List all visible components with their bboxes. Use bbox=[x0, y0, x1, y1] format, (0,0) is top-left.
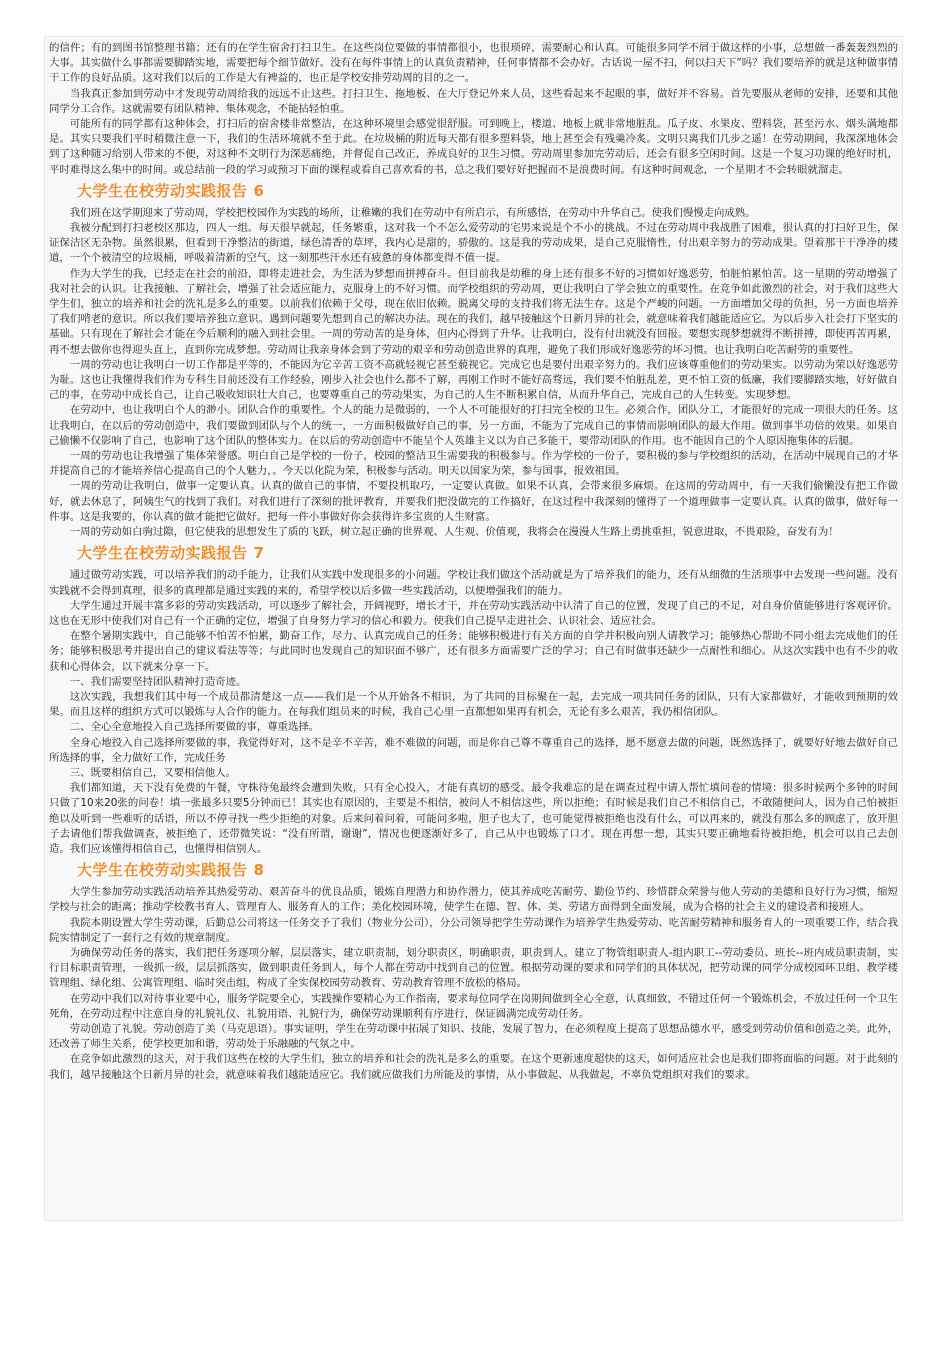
section-heading-title: 大学生在校劳动实践报告 bbox=[77, 181, 248, 200]
section-heading-title: 大学生在校劳动实践报告 bbox=[77, 544, 248, 563]
paragraph: 三、既要相信自己，又要相信他人。 bbox=[69, 766, 237, 779]
paragraph: 作为大学生的我，已经走在社会的前沿，即将走进社会，为生活为梦想而拼搏奋斗。但目前我是幼稚的身上还有很多不好的习惯如好逸恶劳，怕脏怕累怕苦。这一星期的劳动增强了我对社会的认识。让我接触、了解社会，增强了社会适应能力，克服身上的不好习惯。而学校组织的劳动周，更让我明白了学会独立的重要性。在竞争如此激烈的社会，对于我们这些大学生们，独立的培养和社会的洗礼是多么的重要。以前我们依赖于父母，现在依旧依赖。脱离父母的支持我们将无法生存。这是个严峻的问题。一方面增加父母的负担，另一方面也培养了我们啃老的意识。所以我们要培养独立意识。遇到问题要先想到自己的解决办法。现在的我们，越早接触这个日新月异的社会，就意味着我们越能适应它。为以后步入社会打下坚实的基础。只有现在了解社会才能在今后顺利的融入到社会里。一周的劳动苦的是身体，但内心得到了升华。让我明白，没有付出就没有回报。要想实现梦想就得不断拼搏，即使再苦再累，再不想去做你也得迎头直上，直到你完成梦想。劳动周让我亲身体会到了劳动的艰辛和劳动创造世界的真理，避免了我们形成好逸恶劳的坏习惯。也让我明白吃苦耐劳的重要性。 bbox=[49, 267, 898, 356]
paragraph: 一周的劳动也让我明白一切工作都是平等的，不能因为它辛苦工资不高就轻视它甚至藐视它。完成它也是要付出艰辛努力的。我们应该尊重他们的劳动果实。以劳动为荣以好逸恶劳为耻。这也让我懂得我们作为专科生目前还没有工作经验，刚步入社会也什么都不了解，再刚工作时不能好高骛远，我们要不怕脏乱差，更不怕工资的低廉，我们要脚踏实地，好好做自己的事，在劳动中成长自己，让自己吸收知识壮大自己，也要尊重自己的劳动果实，为自己的人生不断积累自信，从而升华自己，完成自己的人生转变。实现梦想。 bbox=[49, 358, 898, 402]
paragraph: 一、我们需要坚持团队精神打造奇迹。 bbox=[69, 675, 247, 688]
paragraph: 通过做劳动实践，可以培养我们的动手能力，让我们从实践中发现很多的小问题。学校让我们做这个活动就是为了培养我们的能力，还有从细微的生活琐事中去发现一些问题。没有实践就不会得到真理，很多的真理都是通过实践的来的，希望学校以后多做一些实践活动，以便增强我们的能力。 bbox=[49, 569, 898, 597]
paragraph: 一周的劳动也让我增强了集体荣誉感。明白自己是学校的一份子，校园的整洁卫生需要我的积极参与。作为学校的一份子，要积极的参与学校组织的活动，在活动中展现自己的才华并提高自己的才能培养信心提高自己的个人魅力，。今天以化院为荣，积极参与活动。明天以国家为荣，参与国事，报效祖国。 bbox=[49, 450, 898, 478]
paragraph: 一周的劳动如白驹过隙，但它使我的思想发生了质的飞跃，树立起正确的世界观、人生观、价值观，我将会在漫漫人生路上勇挑重担，锐意进取，不畏艰险，奋发有为！ bbox=[69, 526, 839, 539]
section-heading-title: 大学生在校劳动实践报告 bbox=[77, 861, 248, 880]
section-heading-number: 8 bbox=[253, 861, 265, 880]
paragraph: 我们都知道，天下没有免费的午餐，守株待兔最终会遭到失败，只有全心投入，才能有真切的感受。最令我难忘的是在调查过程中请人帮忙填问卷的情境：很多时候两个多钟的时间只做了10来20张的问卷！填一张最多只要5分钟而已！其实也有原因的，主要是不相信，被问人不相信这些，所以拒绝；有时候是我们自己不相信自己，不敢随便问人，因为自己怕被拒绝以及听到一些难听的话语，所以不停寻找一些少拒绝的对象。后来问着问着，可能问多啦，胆子也大了，也可能觉得被拒绝也没有什么，可以再来的，就没有那么多的顾虑了，放开胆子去请他们帮我做调查，被拒绝了，还带微笑说：“没有所谓，谢谢”，情况也便逐渐好多了，自己从中也锻炼了口才。现在再想一想，其实只要正确地看待被拒绝，机会可以自己去创造。我们应该懂得相信自己，也懂得相信别人。 bbox=[49, 782, 898, 855]
paragraph: 我院本期设置大学生劳动课，后勤总公司将这一任务交予了我们（物业分公司），分公司领导把学生劳动课作为培养学生热爱劳动、吃苦耐劳精神和服务育人的一项重要工作，结合我院实情制定了一套行之有效的规章制度。 bbox=[49, 916, 898, 944]
section-heading bbox=[49, 181, 898, 201]
paragraph: 当我真正参加到劳动中才发现劳动周给我的远远不止这些。打扫卫生、拖地板、在大厅登记外来人员，这些看起来不起眼的事，做好并不容易。首先要服从老师的安排，还要和其他同学分工合作。这就需要有团队精神、集体观念，不能拈轻怕重。 bbox=[49, 87, 898, 115]
paragraph: 全身心地投入自己选择所要做的事，我觉得好对，这不是辛不辛苦，难不难做的问题，而是你自己尊不尊重自己的选择，愿不愿意去做的问题，既然选择了，就要好好地去做好自己所选择的事，全力做好工作，完成任务 bbox=[49, 736, 898, 764]
paragraph: 在整个暑期实践中，自己能够不怕苦不怕累，勤奋工作，尽力、认真完成自己的任务；能够积极进行有关方面的自学并积极向别人请教学习；能够热心帮助不同小组去完成他们的任务；能够积极思考并提出自己的建议看法等等；与此同时也发现自己的知识面不够广，还有很多方面需要广泛的学习；自己有时做事还缺少一点耐性和细心。从这次实践中也有不少的收获和心得体会，以下就来分享一下。 bbox=[49, 630, 898, 673]
paragraph: 在劳动中，也让我明白个人的渺小。团队合作的重要性。个人的能力是微弱的，一个人不可能很好的打扫完全校的卫生。必须合作，团队分工，才能很好的完成一项很大的任务。这让我明白，在以后的劳动创造中，我们要做到团队与个人的统一，一方面积极做好自己的事，另一方面，不能为了完成自己的事情而影响团队的最大作用。做到事半功倍的效果。如果自己偷懒不仅影响了自己，也影响了这个团队的整体实力。在以后的劳动创造中不能呈个人英雄主义以为自己多能干，要带动团队的作用。也不能因自己的个人原因拖集体的后腿。 bbox=[49, 404, 898, 447]
paragraph: 大学生参加劳动实践活动培养其热爱劳动、艰苦奋斗的优良品质，锻炼自理潜力和协作潜力，使其养成吃苦耐劳、勤俭节约、珍惜群众荣誉与他人劳动的美德和良好行为习惯，缩短学校与社会的距离；推动学校教书育人、管理育人、服务育人的工作；美化校园环境，使学生在德、智、体、美、劳诸方面得到全面发展，成为合格的社会主义的建设者和接班人。 bbox=[49, 886, 898, 914]
paragraph: 这次实践，我想我们其中每一个成员都清楚这一点——我们是一个从开始各不相识，为了共同的目标聚在一起，去完成一项共同任务的团队，只有大家都做好，才能收到预期的效果。而且这样的组织方式可以锻炼与人合作的能力。在每我们组员来的时候，我自己心里一直都想如果再有机会，无论有多么艰苦，我仍相信团队。 bbox=[49, 690, 898, 719]
paragraph: 为确保劳动任务的落实，我们把任务逐项分解，层层落实，建立职责制，划分职责区，明确职责，职责到人。建立了物管组职责人-组内职工--劳动委员、班长--班内成员职责制，实行目标职责管理，一级抓一级，层层抓落实，做到职责任务到人，每个人都在劳动中找到自己的位置。根据劳动课的要求和同学们的具体状况，把劳动课的同学分成校园环卫组、教学楼管理组、绿化组、公寓管理组、临时突击组，构成了全实保校园劳动教育、劳动教育管理不放松的格局。 bbox=[49, 946, 898, 990]
paragraph: 在竞争如此激烈的这天，对于我们这些在校的大学生们，独立的培养和社会的洗礼是多么的重要。在这个更新速度超快的这天，如何适应社会也是我们即将面临的问题。对于此刻的我们，越早接触这个日新月异的社会，就意味着我们越能适应它。我们就应做我们力所能及的事情，从小事做起、从我做起，不辜负党组织对我们的要求。 bbox=[49, 1053, 898, 1081]
paragraph: 二、全心全意地投入自己选择所要做的事，尊重选择。 bbox=[69, 721, 320, 734]
paragraph: 我们班在这学期迎来了劳动周，学校把校园作为实践的场所，让稚嫩的我们在劳动中有所启示，有所感悟，在劳动中升华自己。使我们慢慢走向成熟。 bbox=[69, 206, 756, 219]
paragraph: 我被分配到打扫老校区那边，四人一组。每天很早就起，任务繁重，这对我一个不怎么爱劳动的宅男来说是个不小的挑战。不过在劳动周中我战胜了困难，很认真的打扫好卫生，保证保洁区无杂物。虽然很累，但看到干净整洁的街道，绿色清香的草坪，我内心是甜的，骄傲的。这是我的劳动成果，是自己克服惰性，付出艰辛努力的劳动成果。望着那干干净净的楼道，一个个被清空的垃圾桶，呼吸着清新的空气，这一刻那些汗水还有疲惫的身体都变得不值一提。 bbox=[49, 222, 898, 265]
section-heading bbox=[49, 543, 898, 563]
paragraph: 的信件；有的到图书馆整理书籍；还有的在学生宿舍打扫卫生。在这些岗位要做的事情都很小，也很琐碎，需要耐心和认真。可能很多同学不屑于做这样的小事，总想做一番轰轰烈烈的大事。其实做什么事都需要脚踏实地，需要把每个细节做好。没有在每件事情上的认真负责精神，任何事情都不会办好。古话说一屋不扫，何以扫天下”吗？我们要培养的就是这种做事情干工作的良好品质。这对我们以后的工作是大有裨益的，也正是学校安排劳动周的目的之一。 bbox=[49, 42, 898, 85]
paragraph: 大学生通过开展丰富多彩的劳动实践活动，可以逐步了解社会，开阔视野，增长才干，并在劳动实践活动中认清了自己的位置，发现了自己的不足，对自身价值能够进行客观评价。这也在无形中使我们对自己有一个正确的定位，增强了自身努力学习的信心和毅力。使我们自己提早走进社会、认识社会、适应社会。 bbox=[49, 599, 898, 627]
paragraph: 一周的劳动让我明白，做事一定要认真。认真的做自己的事情，不要投机取巧，一定要认真做。如果不认真，会带来很多麻烦。在这周的劳动周中，有一天我们偷懒没有把工作做好，就去休息了，阿姨生气的找到了我们。对我们进行了深刻的批评教育，并要我们把没做完的工作搞好，在这过程中我深刻的懂得了一个道理做事一定要认真。认真的做事，做好每一件事。这是我要的，你认真的做才能把它做好。把每一件小事做好你会获得许多宝贵的人生财富。 bbox=[49, 480, 898, 523]
paragraph: 在劳动中我们以对待事业要中心，服务学院要全心，实践操作要精心为工作指南，要求每位同学在岗期间做到全心全意，认真细致，不错过任何一个锻炼机会，不放过任何一个卫生死角，在劳动过程中注意自身的礼貌礼仪、礼貌用语、礼貌行为，确保劳动课顺利有序进行，保证圆满完成劳动任务。 bbox=[49, 992, 898, 1020]
paragraph: 可能所有的同学都有这种体会，打扫后的宿舍楼非常整洁，在这种环境里会感觉很舒服。可到晚上，楼道、地板上就非常地脏乱。瓜子皮、水果皮、塑料袋，甚至污水、烟头满地都是。其实只要我们平时稍微注意一下，我们的生活环境就不至于此。在垃圾桶的附近每天都有很多塑料袋，地上甚至会有残羹冷炙。文明只离我们几步之遥！在劳动期间，我深深地体会到了这种随习给别人带来的不便，对这种不文明行为深恶痛绝，并督促自己改正，养成良好的卫生习惯。劳动周里参加完劳动后，还会有很多空闲时间。这是一个复习功课的绝好时机，平时难得这么集中的时间。或总结前一段的学习或预习下面的课程或看自己喜欢看的书，总之我们要好好把握而不是浪费时间。有这种时间观念，一个星期才不会转眼就溜走。 bbox=[49, 118, 898, 176]
document-page bbox=[44, 36, 903, 1221]
section-heading bbox=[49, 860, 898, 880]
section-heading-number: 7 bbox=[253, 544, 265, 563]
paragraph: 劳动创造了礼貌。劳动创造了美（马克思语）。事实证明，学生在劳动课中拓展了知识、技能，发展了智力，在必须程度上提高了思想品德水平，感受到劳动价值和创造之美。此外，还改善了师生关系，使学校更加和谐，劳动处于乐融融的气氛之中。 bbox=[49, 1022, 898, 1051]
section-heading-number: 6 bbox=[253, 181, 265, 200]
